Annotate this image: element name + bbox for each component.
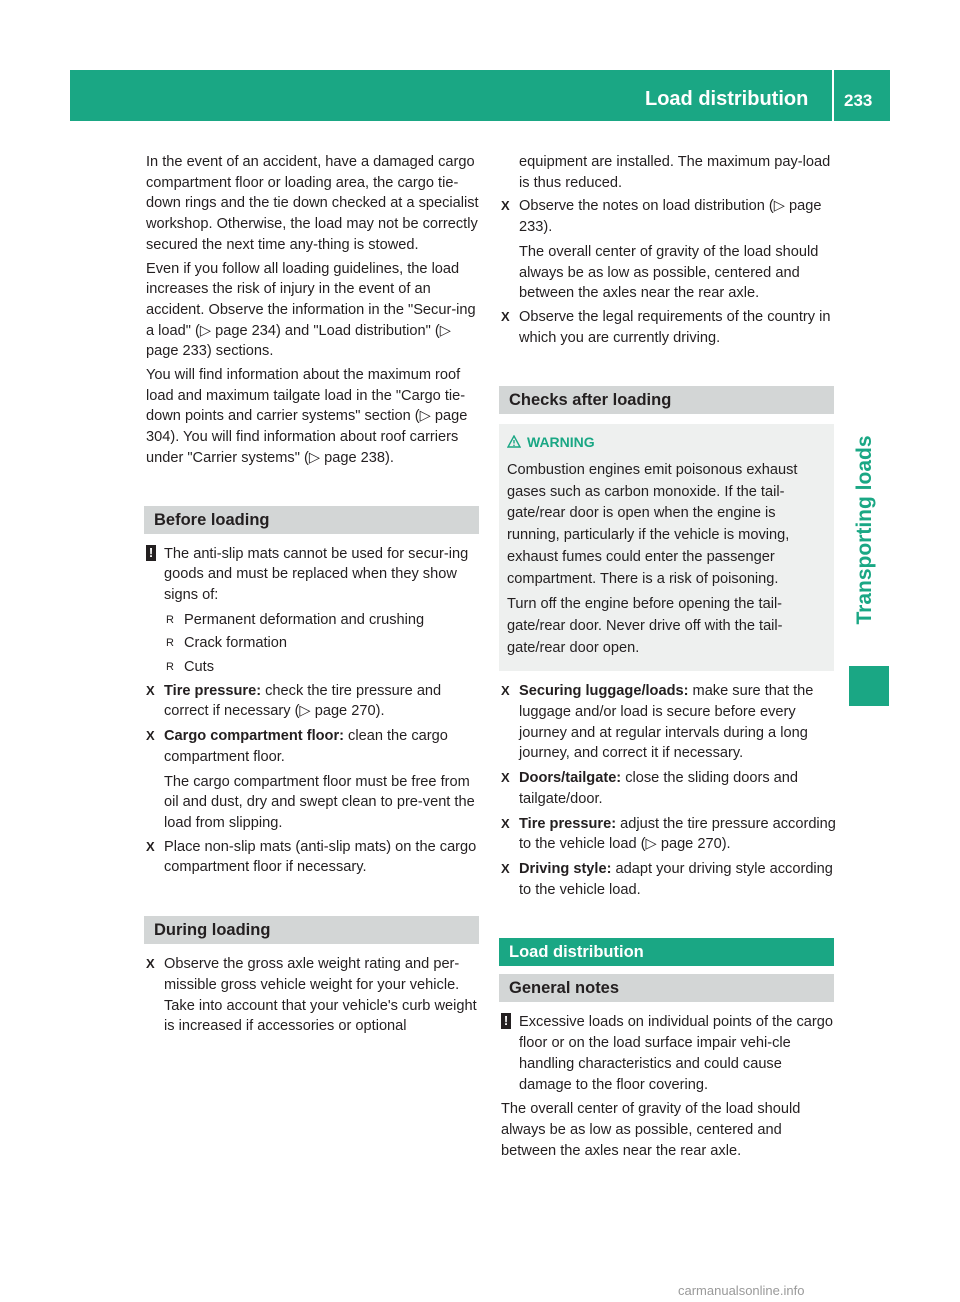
warning-text: Turn off the engine before opening the tail-gate/rear door. Never drive off with the tail-gate/rear door open. xyxy=(507,596,783,656)
page-number: 233 xyxy=(844,91,873,110)
warning-box xyxy=(499,424,834,671)
bullet-icon: R xyxy=(166,661,174,674)
bullet-icon: R xyxy=(166,637,174,650)
section-heading-load-distribution: Load distribution xyxy=(499,938,834,966)
instruction-step: X Tire pressure: check the tire pressure and correct if necessary (▷ page 270). xyxy=(146,682,442,720)
note-item: ! The anti-slip mats cannot be used for secur-ing goods and must be replaced when they show signs of: xyxy=(146,544,481,606)
bullet-icon: R xyxy=(166,613,174,626)
right-column xyxy=(501,152,836,1164)
instruction-step: X Doors/tailgate: close the sliding doors and tailgate/door. xyxy=(501,770,799,807)
step-icon: X xyxy=(501,198,510,214)
step-icon: X xyxy=(146,838,155,854)
chapter-tab xyxy=(848,410,882,650)
instruction-step: X Observe the notes on load distribution (▷ page 233). xyxy=(501,198,822,236)
note-item: ! Excessive loads on individual points of the cargo floor or on the load surface impair vehi-cle handling characteristics and could cause damage to the floor covering. xyxy=(501,1012,836,1095)
list-item: R Cuts xyxy=(146,657,481,678)
header-separator xyxy=(832,70,834,121)
step-icon: X xyxy=(501,815,510,831)
paragraph: The overall center of gravity of the load should always be as low as possible, centered and between the axles near the rear axle. xyxy=(501,1101,801,1159)
section-heading-general-notes: General notes xyxy=(499,974,834,1002)
paragraph: You will find information about the maximum roof load and maximum tailgate load in the "Cargo tie-down points and carrier systems" section (▷ page 304). You will find information about roof carriers under "Carrier systems" (▷ page 238). xyxy=(146,367,468,466)
instruction-step: X Observe the gross axle weight rating and per-missible gross vehicle weight for your vehicle. Take into account that your vehicle's curb weight is increased if accessories or optional xyxy=(146,956,477,1035)
instruction-step: X Tire pressure: adjust the tire pressure according to the vehicle load (▷ page 270). xyxy=(501,815,836,853)
step-icon: X xyxy=(146,682,155,698)
list-item: R Crack formation xyxy=(146,633,481,654)
paragraph: The cargo compartment floor must be free from oil and dust, dry and swept clean to pre-vent the load from slipping. xyxy=(164,773,475,831)
instruction-step: X Driving style: adapt your driving style according to the vehicle load. xyxy=(501,860,833,898)
paragraph: The overall center of gravity of the load should always be as low as possible, centered and between the axles near the rear axle. xyxy=(519,243,819,302)
instruction-step: X Cargo compartment floor: clean the cargo compartment floor. xyxy=(146,728,448,765)
section-heading-checks-after-loading: Checks after loading xyxy=(499,386,834,414)
instruction-step: X Securing luggage/loads: make sure that the luggage and/or load is secure before every journey and at regular intervals during a long journey, and correct it if necessary. xyxy=(501,683,814,762)
chapter-tab-label: Transporting loads xyxy=(853,435,876,625)
exclamation-icon: ! xyxy=(146,545,156,561)
section-heading-during-loading: During loading xyxy=(144,916,479,944)
warning-header: WARNING xyxy=(507,432,826,454)
section-heading-before-loading: Before loading xyxy=(144,506,479,534)
paragraph: Even if you follow all loading guidelines, the load increases the risk of injury in the event of an accident. Observe the information in the "Secur-ing a load" (▷ page 234) and "Load distribution" (▷ page 233) sections. xyxy=(146,260,476,360)
step-icon: X xyxy=(501,308,510,324)
step-icon: X xyxy=(501,683,510,699)
left-column xyxy=(146,152,481,1041)
paragraph: equipment are installed. The maximum pay-load is thus reduced. xyxy=(519,154,831,191)
watermark: carmanualsonline.info xyxy=(678,1283,805,1298)
step-icon: X xyxy=(501,770,510,786)
exclamation-icon: ! xyxy=(501,1013,511,1029)
list-item: R Permanent deformation and crushing xyxy=(146,610,481,631)
chapter-marker xyxy=(849,666,889,706)
step-icon: X xyxy=(501,860,510,876)
instruction-step: X Observe the legal requirements of the country in which you are currently driving. xyxy=(501,308,831,346)
section-title: Load distribution xyxy=(645,88,809,110)
warning-triangle-icon xyxy=(507,435,521,448)
warning-text: Combustion engines emit poisonous exhaust gases such as carbon monoxide. If the tail-gate/rear door is open when the engine is running, particularly if the vehicle is moving, exhaust fumes could enter the passenger compartment. There is a risk of poisoning. xyxy=(507,462,798,587)
step-icon: X xyxy=(146,728,155,744)
paragraph: In the event of an accident, have a damaged cargo compartment floor or loading area, the cargo tie-down rings and the tie down checked at a specialist workshop. Otherwise, the load may not be correctly secured the next time any-thing is stowed. xyxy=(146,154,479,253)
step-icon: X xyxy=(146,956,155,972)
instruction-step: X Place non-slip mats (anti-slip mats) on the cargo compartment floor if necessary. xyxy=(146,838,477,876)
